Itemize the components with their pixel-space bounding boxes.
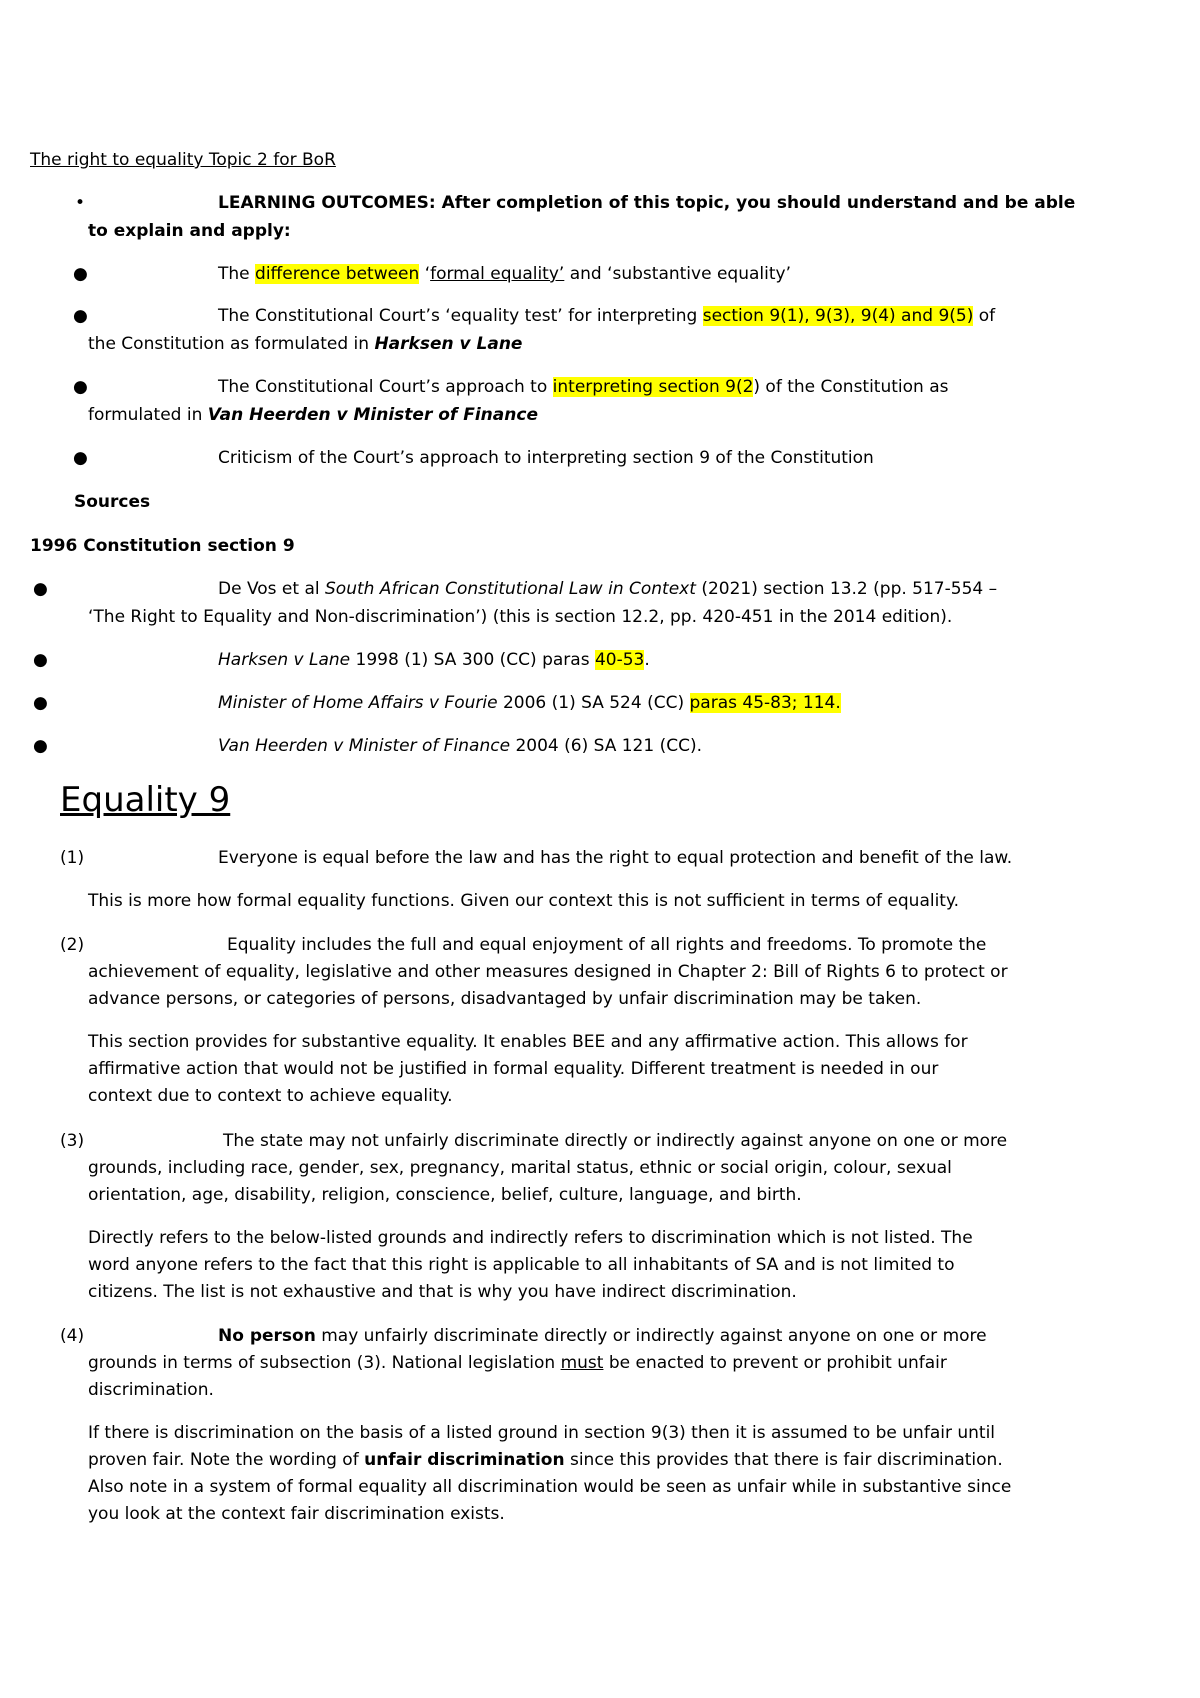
subsection-2-comment: This section provides for substantive equality. It enables BEE and any affirmative action. This allows for xyxy=(88,1032,968,1052)
subsection-2-text: advance persons, or categories of persons, disadvantaged by unfair discrimination may be taken. xyxy=(88,989,922,1009)
outcome-item-3: The Constitutional Court’s approach to interpreting section 9(2) of the Constitution as xyxy=(218,377,949,397)
subsection-4-comment: proven fair. Note the wording of unfair discrimination since this provides that there is fair discrimination. xyxy=(88,1450,1003,1470)
subsection-3-comment: Directly refers to the below-listed grounds and indirectly refers to discrimination which is not listed. The xyxy=(88,1228,973,1248)
source-item-1: De Vos et al South African Constitutional Law in Context (2021) section 13.2 (pp. 517-554 – xyxy=(218,579,998,599)
subsection-4-text: grounds in terms of subsection (3). National legislation must be enacted to prevent or prohibit unfair xyxy=(88,1353,947,1373)
subsection-3-text: The state may not unfairly discriminate directly or indirectly against anyone on one or more xyxy=(223,1131,1008,1151)
bullet-icon: ● xyxy=(73,264,88,284)
subsection-4-comment: Also note in a system of formal equality all discrimination would be seen as unfair while in substantive since xyxy=(88,1477,1012,1497)
outcomes-lead: LEARNING OUTCOMES: After completion of this topic, you should understand and be able xyxy=(218,193,1076,213)
bullet-icon: ● xyxy=(33,736,48,756)
subsection-3-comment: citizens. The list is not exhaustive and that is why you have indirect discrimination. xyxy=(88,1282,797,1302)
subsection-2-text: Equality includes the full and equal enjoyment of all rights and freedoms. To promote the xyxy=(227,935,987,955)
subsection-4-text: discrimination. xyxy=(88,1380,214,1400)
subsection-2-text: achievement of equality, legislative and other measures designed in Chapter 2: Bill of Rights 6 to protect or xyxy=(88,962,1008,982)
bullet-icon: • xyxy=(75,193,86,213)
subsection-number: (2) xyxy=(60,935,85,955)
bullet-icon: ● xyxy=(33,579,48,599)
subsection-number: (3) xyxy=(60,1131,85,1151)
subsection-1-text: Everyone is equal before the law and has the right to equal protection and benefit of the law. xyxy=(218,848,1013,868)
subsection-number: (4) xyxy=(60,1326,85,1346)
outcome-item-2-line2: the Constitution as formulated in Harksen v Lane xyxy=(88,334,523,354)
bullet-icon: ● xyxy=(33,693,48,713)
bullet-icon: ● xyxy=(73,377,88,397)
subsection-4-comment: you look at the context fair discrimination exists. xyxy=(88,1504,505,1524)
subsection-3-comment: word anyone refers to the fact that this right is applicable to all inhabitants of SA and is not limited to xyxy=(88,1255,955,1275)
subsection-number: (1) xyxy=(60,848,85,868)
sources-label: Sources xyxy=(74,492,151,512)
subsection-2-comment: context due to context to achieve equality. xyxy=(88,1086,453,1106)
source-item-1-line2: ‘The Right to Equality and Non-discrimination’) (this is section 12.2, pp. 420-451 in the 2014 edition). xyxy=(88,607,953,627)
outcome-item-1: The difference between ‘formal equality’ and ‘substantive equality’ xyxy=(218,264,791,284)
section-heading: Equality 9 xyxy=(60,780,231,820)
subsection-3-text: orientation, age, disability, religion, conscience, belief, culture, language, and birth. xyxy=(88,1185,802,1205)
subsection-3-text: grounds, including race, gender, sex, pregnancy, marital status, ethnic or social origin, colour, sexual xyxy=(88,1158,952,1178)
subsection-1-comment: This is more how formal equality functions. Given our context this is not sufficient in terms of equality. xyxy=(88,891,960,911)
outcome-item-4: Criticism of the Court’s approach to interpreting section 9 of the Constitution xyxy=(218,448,874,468)
bullet-icon: ● xyxy=(33,650,48,670)
subsection-2-comment: affirmative action that would not be justified in formal equality. Different treatment is needed in our xyxy=(88,1059,939,1079)
bullet-icon: ● xyxy=(73,448,88,468)
bullet-icon: ● xyxy=(73,306,88,326)
document-title: The right to equality Topic 2 for BoR xyxy=(30,150,336,170)
outcome-item-2: The Constitutional Court’s ‘equality test’ for interpreting section 9(1), 9(3), 9(4) and 9(5) of xyxy=(218,306,996,326)
constitution-ref: 1996 Constitution section 9 xyxy=(30,536,295,556)
outcome-item-3-line2: formulated in Van Heerden v Minister of Finance xyxy=(88,405,538,425)
source-item-2: Harksen v Lane 1998 (1) SA 300 (CC) paras 40-53. xyxy=(218,650,650,670)
outcomes-lead-2: to explain and apply: xyxy=(88,221,291,241)
subsection-4-text: No person may unfairly discriminate directly or indirectly against anyone on one or more xyxy=(218,1326,987,1346)
subsection-4-comment: If there is discrimination on the basis of a listed ground in section 9(3) then it is assumed to be unfair until xyxy=(88,1423,996,1443)
source-item-4: Van Heerden v Minister of Finance 2004 (6) SA 121 (CC). xyxy=(218,736,703,756)
source-item-3: Minister of Home Affairs v Fourie 2006 (1) SA 524 (CC) paras 45-83; 114. xyxy=(218,693,841,713)
